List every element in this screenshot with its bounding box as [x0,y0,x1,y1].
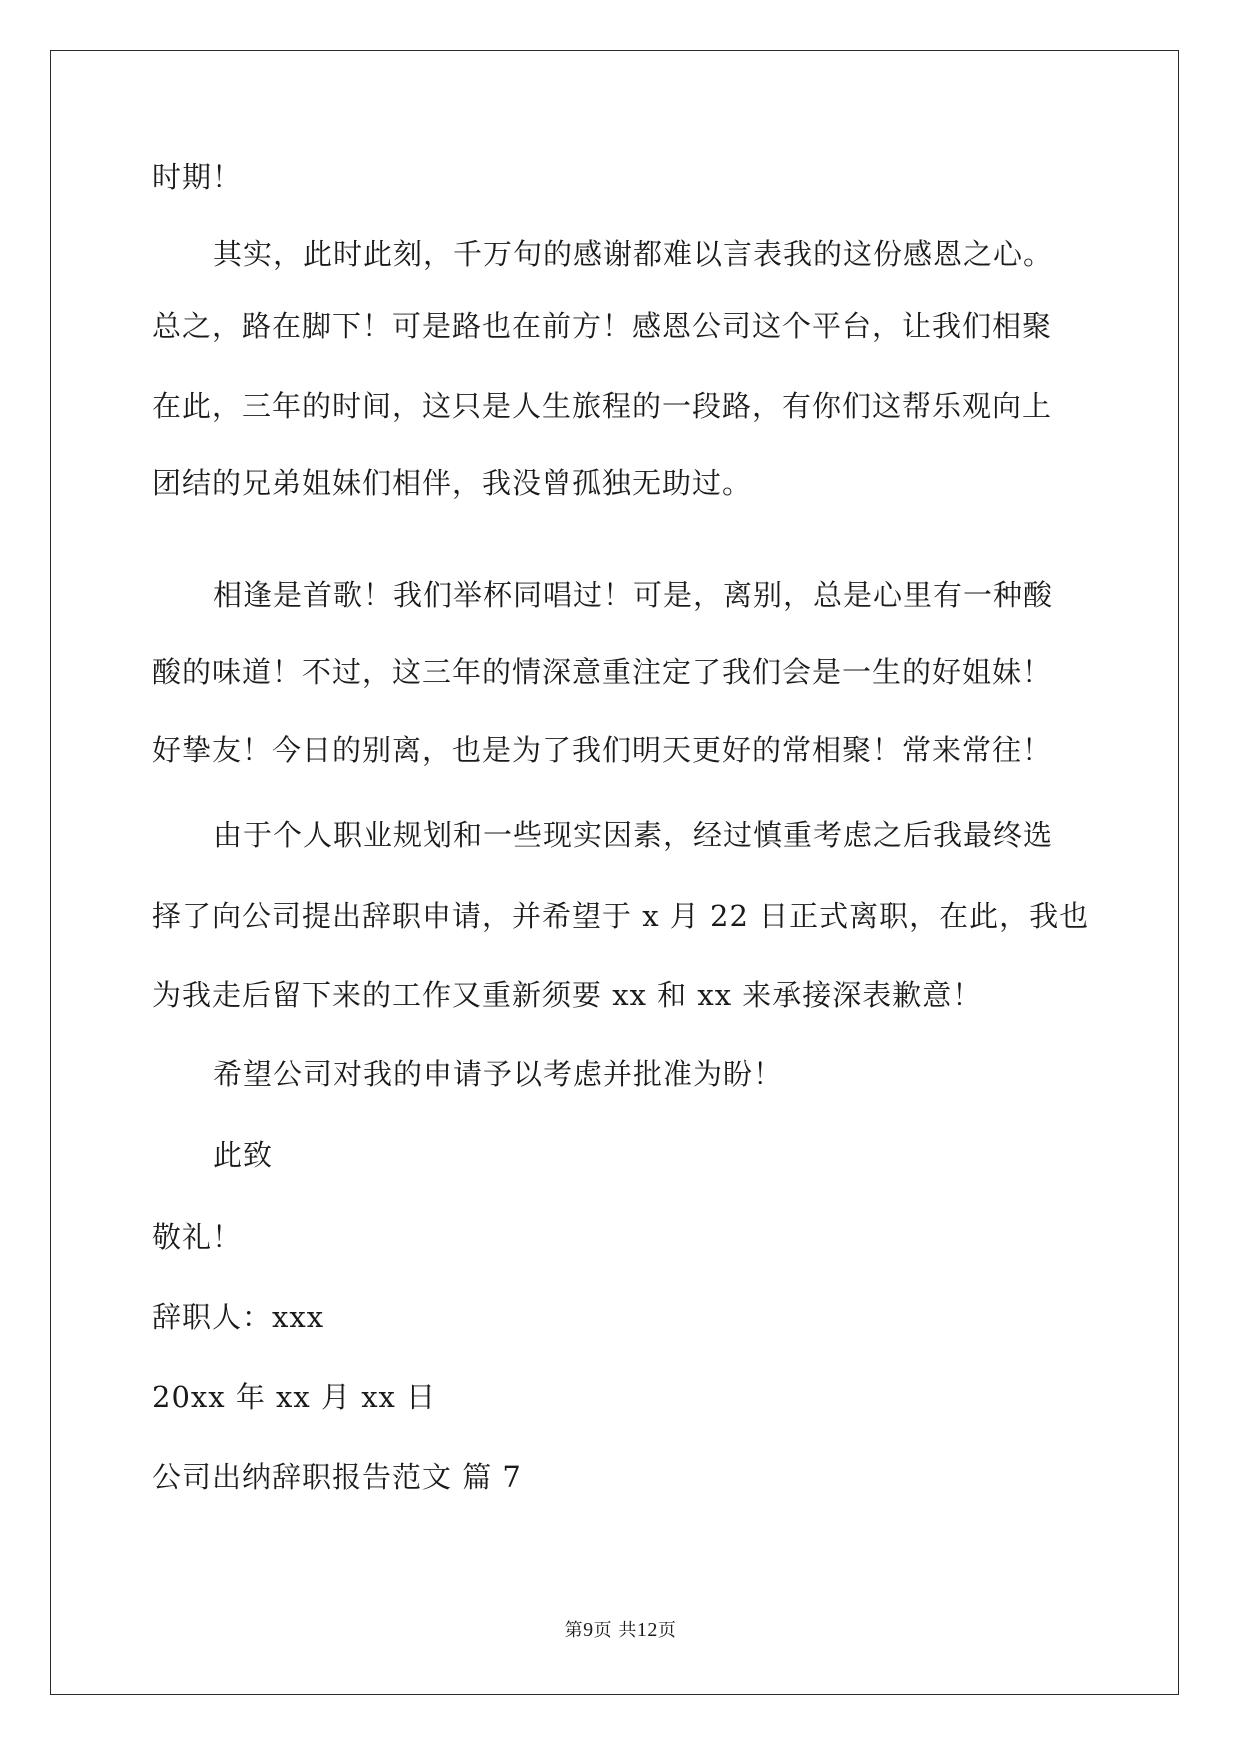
paragraph-line: 酸的味道！不过，这三年的情深意重注定了我们会是一生的好姐妹！ [152,655,1053,689]
page-footer [0,1618,1241,1643]
page-border [50,50,1179,1695]
paragraph-line: 好挚友！今日的别离，也是为了我们明天更好的常相聚！常来常往！ [152,733,1053,767]
paragraph-line: 总之，路在脚下！可是路也在前方！感恩公司这个平台，让我们相聚 [152,309,1053,343]
salutation-line: 敬礼！ [152,1220,243,1254]
footer-prefix: 第 [564,1620,584,1641]
paragraph-line: 相逢是首歌！我们举杯同唱过！可是，离别，总是心里有一种酸 [213,578,1054,612]
date-line: 20xx 年 xx 月 xx 日 [152,1380,437,1414]
closing-line: 此致 [213,1138,274,1172]
text-line: 时期！ [152,160,243,194]
paragraph-line: 由于个人职业规划和一些现实因素，经过慎重考虑之后我最终选 [213,818,1054,852]
paragraph-line: 其实，此时此刻，千万句的感谢都难以言表我的这份感恩之心。 [213,237,1054,271]
paragraph-line: 希望公司对我的申请予以考虑并批准为盼！ [213,1057,784,1091]
section-heading: 公司出纳辞职报告范文 篇 7 [152,1460,522,1494]
paragraph-line: 在此，三年的时间，这只是人生旅程的一段路，有你们这帮乐观向上 [152,389,1053,423]
paragraph-line: 团结的兄弟姐妹们相伴，我没曾孤独无助过。 [152,466,753,500]
paragraph-line: 择了向公司提出辞职申请，并希望于 x 月 22 日正式离职，在此，我也 [152,899,1090,933]
signature-line: 辞职人：xxx [152,1300,325,1334]
footer-suffix: 页 [657,1620,677,1641]
footer-total-pages: 12 [636,1619,658,1641]
footer-page-number: 9 [583,1619,594,1641]
footer-middle: 页 共 [593,1620,637,1641]
paragraph-line: 为我走后留下来的工作又重新须要 xx 和 xx 来承接深表歉意！ [152,978,983,1012]
